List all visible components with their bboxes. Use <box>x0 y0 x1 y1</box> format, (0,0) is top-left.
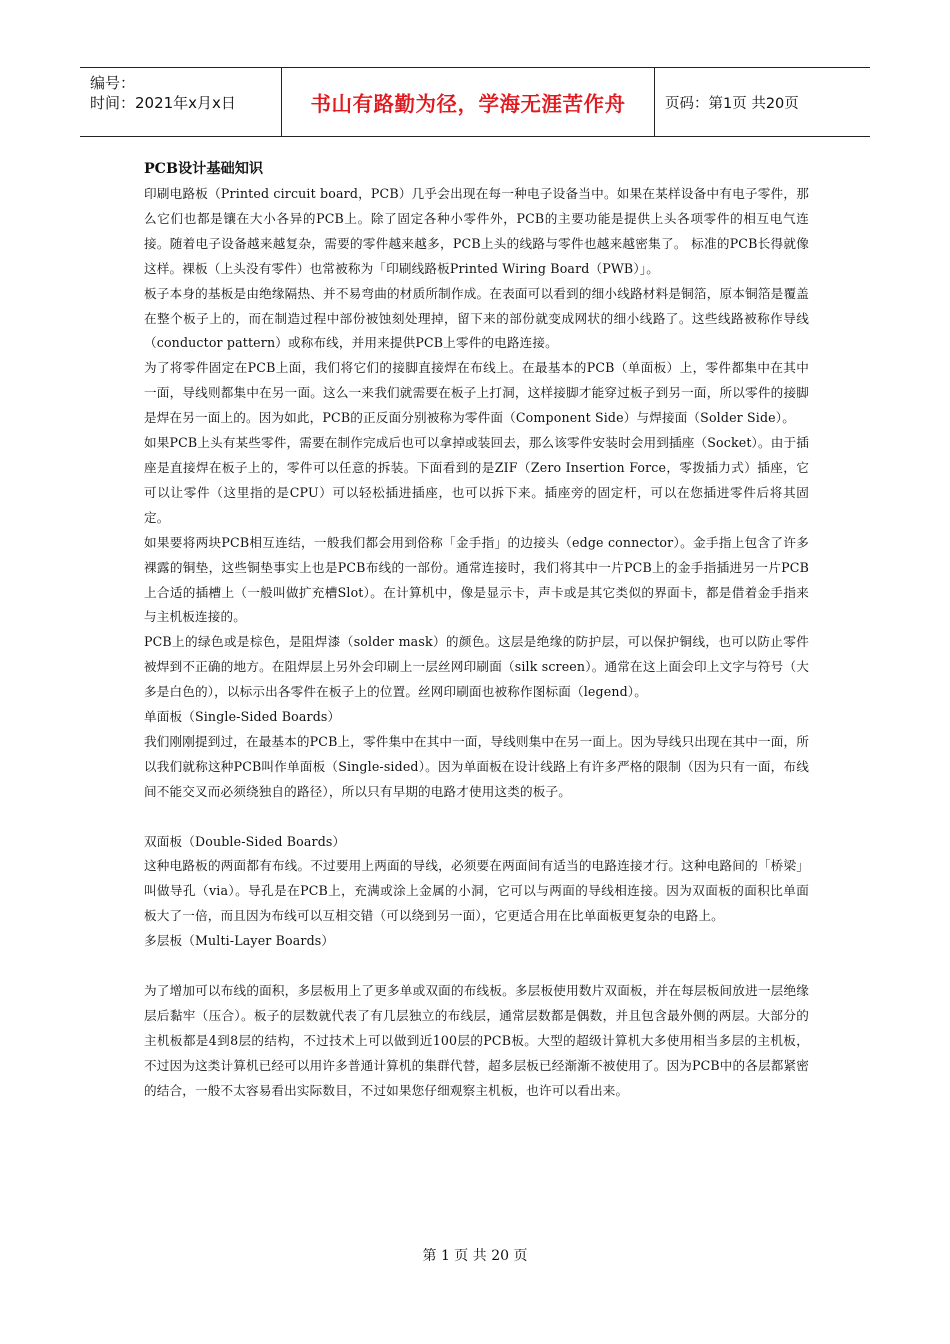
document-body <box>144 157 809 1104</box>
page-info-text: 页码：第1页 共20页 <box>665 95 799 112</box>
section-heading-multi-layer: 多层板（Multi-Layer Boards） <box>144 933 335 949</box>
motto-text: 书山有路勤为径，学海无涯苦作舟 <box>310 92 626 116</box>
paragraph: 如果要将两块PCB相互连结，一般我们都会用到俗称「金手指」的边接头（edge connector）。金手指上包含了许多裸露的铜垫，这些铜垫事实上也是PCB布线的一部份。通常连接时，我们将其中一片PCB上的金手指插进另一片PCB上合适的插槽上（一般叫做扩充槽Slot）。在计算机中，像是显示卡，声卡或是其它类似的界面卡，都是借着金手指来与主机板连接的。 <box>144 534 809 625</box>
footer-page-number: 第 1 页 共 20 页 <box>422 1248 528 1264</box>
paragraph: 如果PCB上头有某些零件，需要在制作完成后也可以拿掉或装回去，那么该零件安装时会用到插座（Socket）。由于插座是直接焊在板子上的，零件可以任意的拆装。下面看到的是ZIF（Zero Insertion Force，零拨插力式）插座，它可以让零件（这里指的是CPU）可以轻松插进插座，也可以拆下来。插座旁的固定杆，可以在您插进零件后将其固定。 <box>144 435 809 525</box>
section-heading-single-sided: 单面板（Single-Sided Boards） <box>144 709 341 725</box>
page-header <box>80 67 870 137</box>
paragraph: 板子本身的基板是由绝缘隔热、并不易弯曲的材质所制作成。在表面可以看到的细小线路材料是铜箔，原本铜箔是覆盖在整个板子上的，而在制造过程中部份被蚀刻处理掉，留下来的部份就变成网状的细小线路了。这些线路被称作导线（conductor pattern）或称布线，并用来提供PCB上零件的电路连接。 <box>144 285 809 351</box>
paragraph: 为了增加可以布线的面积，多层板用上了更多单或双面的布线板。多层板使用数片双面板，并在每层板间放进一层绝缘层后黏牢（压合）。板子的层数就代表了有几层独立的布线层，通常层数都是偶数，并且包含最外侧的两层。大部分的主机板都是4到8层的结构，不过技术上可以做到近100层的PCB板。大型的超级计算机大多使用相当多层的主机板，不过因为这类计算机已经可以用许多普通计算机的集群代替，超多层板已经渐渐不被使用了。因为PCB中的各层都紧密的结合，一般不太容易看出实际数目，不过如果您仔细观察主机板，也许可以看出来。 <box>144 982 810 1098</box>
paragraph: 这种电路板的两面都有布线。不过要用上两面的导线，必须要在两面间有适当的电路连接才行。这种电路间的「桥梁」叫做导孔（via）。导孔是在PCB上，充满或涂上金属的小洞，它可以与两面的导线相连接。因为双面板的面积比单面板大了一倍，而且因为布线可以互相交错（可以绕到另一面），它更适合用在比单面板更复杂的电路上。 <box>144 858 809 924</box>
paragraph: 我们刚刚提到过，在最基本的PCB上，零件集中在其中一面，导线则集中在另一面上。因为导线只出现在其中一面，所以我们就称这种PCB叫作单面板（Single-sided）。因为单面板在设计线路上有许多严格的限制（因为只有一面，布线间不能交叉而必须绕独自的路径），所以只有早期的电路才使用这类的板子。 <box>144 733 810 799</box>
header-page-info <box>655 68 870 136</box>
blank-line <box>144 954 809 979</box>
number-label: 编号： <box>90 74 136 92</box>
paragraph: PCB上的绿色或是棕色，是阻焊漆（solder mask）的颜色。这层是绝缘的防护层，可以保护铜线，也可以防止零件被焊到不正确的地方。在阻焊层上另外会印刷上一层丝网印刷面（silk screen）。通常在这上面会印上文字与符号（大多是白色的），以标示出各零件在板子上的位置。丝网印刷面也被称作图标面（legend）。 <box>144 634 809 700</box>
page-footer <box>0 1245 950 1265</box>
section-heading-double-sided: 双面板（Double-Sided Boards） <box>144 833 346 849</box>
paragraph: 印刷电路板（Printed circuit board，PCB）几乎会出现在每一种电子设备当中。如果在某样设备中有电子零件，那么它们也都是镶在大小各异的PCB上。除了固定各种小零件外，PCB的主要功能是提供上头各项零件的相互电气连接。随着电子设备越来越复杂，需要的零件越来越多，PCB上头的线路与零件也越来越密集了。 标准的PCB长得就像这样。裸板（上头没有零件）也常被称为「印刷线路板Printed Wiring Board（PWB）」。 <box>144 186 809 276</box>
paragraph: 为了将零件固定在PCB上面，我们将它们的接脚直接焊在布线上。在最基本的PCB（单面板）上，零件都集中在其中一面，导线则都集中在另一面。这么一来我们就需要在板子上打洞，这样接脚才能穿过板子到另一面，所以零件的接脚是焊在另一面上的。因为如此，PCB的正反面分别被称为零件面（Component Side）与焊接面（Solder Side）。 <box>144 360 809 426</box>
header-motto <box>282 68 655 136</box>
document-title: PCB设计基础知识 <box>144 161 264 177</box>
header-meta <box>80 68 282 136</box>
time-label: 时间：2021年x月x日 <box>90 94 236 112</box>
blank-line <box>144 805 809 830</box>
